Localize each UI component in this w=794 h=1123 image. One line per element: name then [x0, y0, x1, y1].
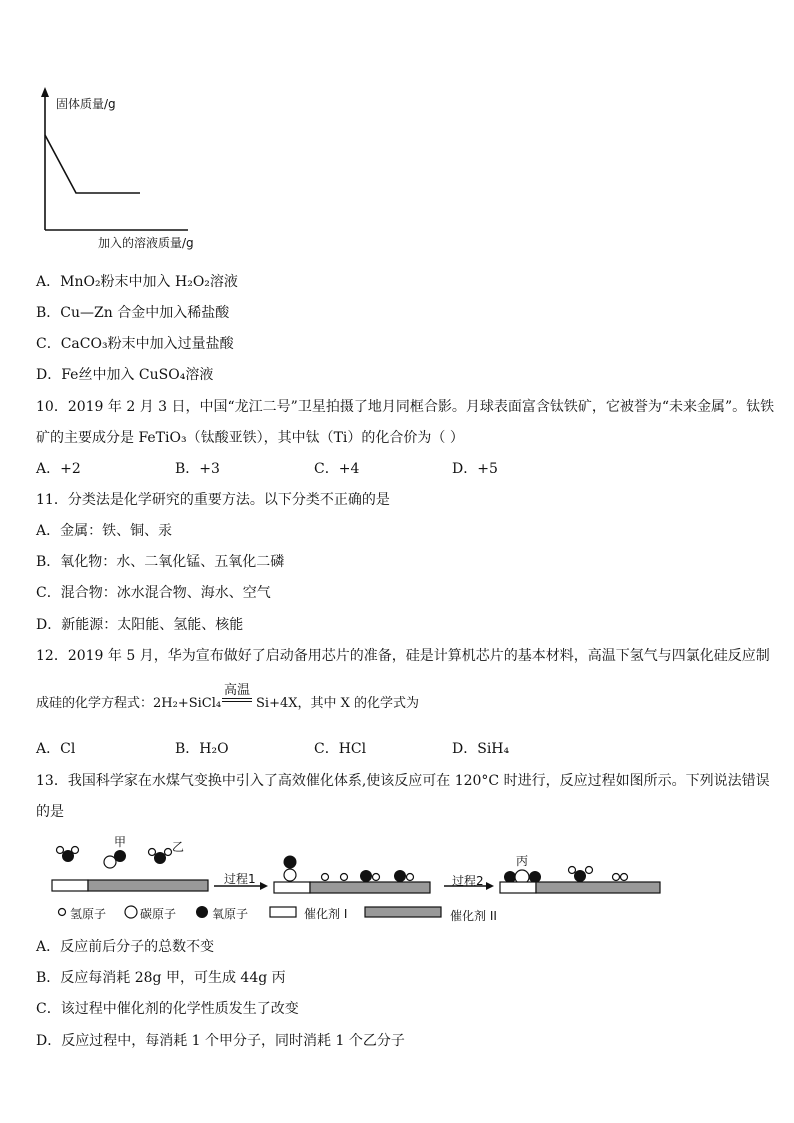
label-bing: 丙	[516, 854, 529, 868]
q11-option-d: D．新能源：太阳能、氢能、核能	[36, 617, 244, 633]
label-jia: 甲	[114, 835, 127, 849]
q9-option-b: B．Cu—Zn 合金中加入稀盐酸	[36, 305, 230, 321]
catalyst-1-right	[500, 882, 536, 893]
legend-catalyst-1: 催化剂 I	[304, 907, 348, 921]
q13-stem-line1: 13．我国科学家在水煤气变换中引入了高效催化体系,使该反应可在 120°C 时进行，反应过程如图所示。下列说法错误	[36, 773, 770, 789]
graph-curve	[45, 135, 140, 193]
legend-catalyst-2: 催化剂 II	[450, 909, 497, 923]
q10-stem-line1: 10．2019 年 2 月 3 日，中国“龙江二号”卫星拍摄了地月同框合影。月球表面富含钛铁矿，它被誉为“未来金属”。钛铁	[36, 399, 775, 415]
q12-option-a: A．Cl	[36, 741, 76, 757]
graph-xlabel: 加入的溶液质量/g	[98, 236, 194, 250]
legend-carbon: 碳原子	[140, 907, 177, 921]
q12-option-b: B．H₂O	[175, 741, 229, 757]
co-molecule-jia	[104, 850, 126, 868]
catalyst-1-middle	[274, 882, 310, 893]
catalyst-2-right	[536, 882, 660, 893]
q13-option-c: C．该过程中催化剂的化学性质发生了改变	[36, 1001, 299, 1017]
q9-option-c: C．CaCO₃粉末中加入过量盐酸	[36, 336, 234, 352]
q12-equation-right: Si+4X，其中 X 的化学式为	[256, 696, 420, 711]
reaction-diagram	[40, 826, 680, 926]
q10-option-a: A．+2	[36, 461, 81, 477]
q10-option-b: B．+3	[175, 461, 220, 477]
label-yi: 乙	[172, 840, 185, 854]
graph-ylabel: 固体质量/g	[56, 97, 116, 111]
catalyst-1-left	[52, 880, 88, 891]
q9-option-a: A．MnO₂粉末中加入 H₂O₂溶液	[36, 274, 238, 290]
q13-option-b: B．反应每消耗 28g 甲，可生成 44g 丙	[36, 970, 286, 986]
label-process1: 过程1	[224, 872, 256, 886]
q12-equation-left: 成硅的化学方程式：2H₂+SiCl₄	[36, 696, 222, 711]
q10-stem-line2: 矿的主要成分是 FeTiO₃（钛酸亚铁），其中钛（Ti）的化合价为（ ）	[36, 430, 464, 446]
q12-equation-condition: 高温	[224, 683, 251, 698]
water-molecule	[57, 847, 79, 863]
q11-option-c: C．混合物：冰水混合物、海水、空气	[36, 585, 271, 601]
catalyst-2-middle	[310, 882, 430, 893]
q12-option-d: D．SiH₄	[452, 741, 510, 757]
label-process2: 过程2	[452, 874, 484, 888]
legend-oxygen: 氧原子	[212, 907, 249, 921]
q12-option-c: C．HCl	[314, 741, 367, 757]
q11-option-b: B．氧化物：水、二氧化锰、五氧化二磷	[36, 554, 285, 570]
q13-option-d: D．反应过程中，每消耗 1 个甲分子，同时消耗 1 个乙分子	[36, 1033, 405, 1049]
catalyst-2-left	[88, 880, 208, 891]
legend-hydrogen: 氢原子	[70, 907, 107, 921]
q9-option-d: D．Fe丝中加入 CuSO₄溶液	[36, 367, 214, 383]
q11-option-a: A．金属：铁、铜、汞	[36, 523, 173, 539]
q13-stem-line2: 的是	[36, 804, 64, 820]
water-molecule-yi	[149, 849, 172, 865]
q10-option-d: D．+5	[452, 461, 498, 477]
y-axis-arrow	[41, 87, 49, 97]
q11-stem: 11．分类法是化学研究的重要方法。以下分类不正确的是	[36, 492, 390, 508]
q13-option-a: A．反应前后分子的总数不变	[36, 939, 215, 955]
q10-option-c: C．+4	[314, 461, 360, 477]
q12-stem-line1: 12．2019 年 5 月，华为宣布做好了启动备用芯片的准备，硅是计算机芯片的基本材料，高温下氢气与四氯化硅反应制	[36, 648, 770, 664]
q12-equation-arrow	[222, 698, 252, 702]
